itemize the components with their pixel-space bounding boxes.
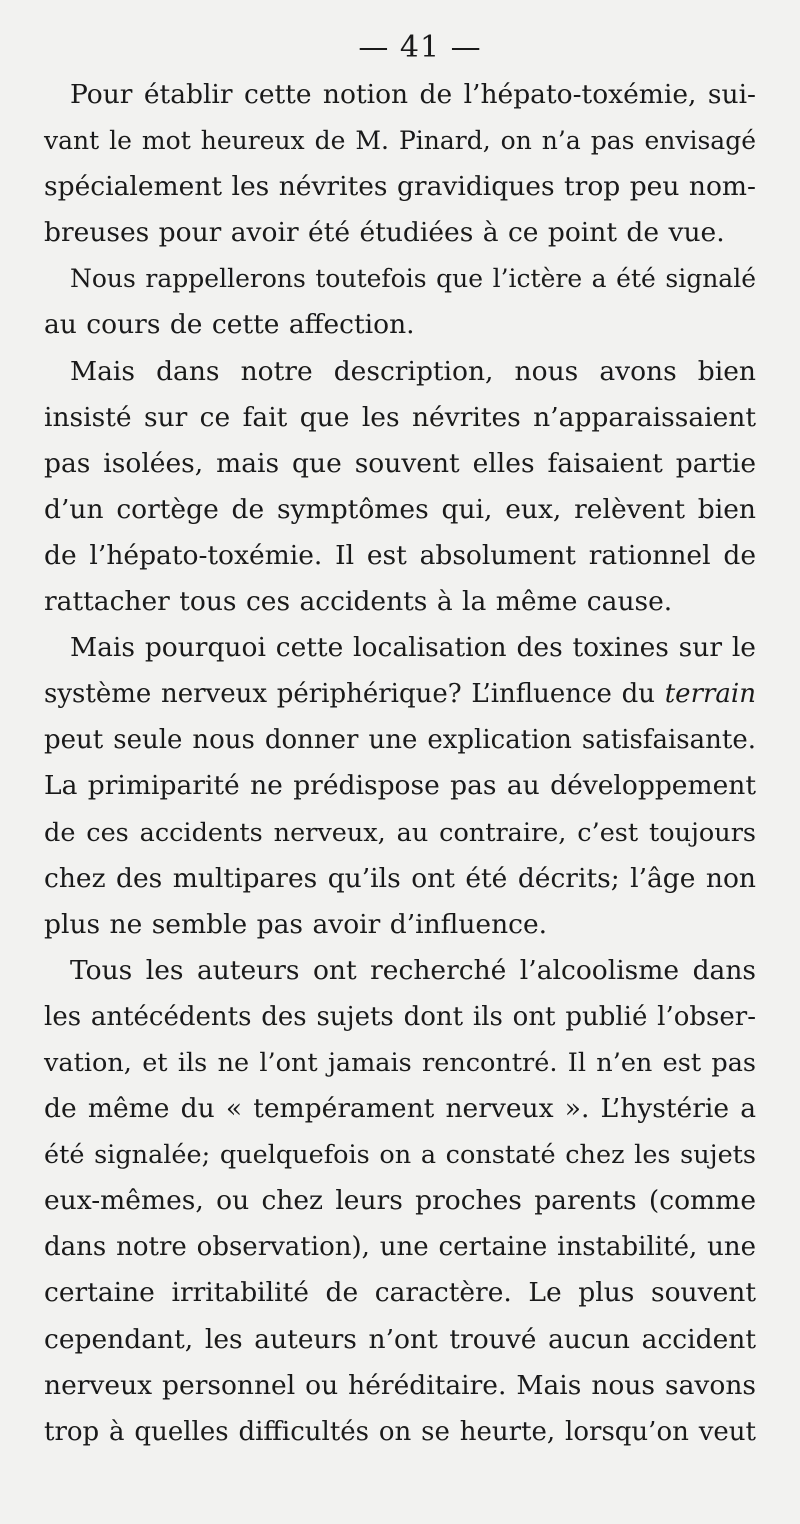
text-line: cependant, les auteurs n’ont trouvé aucun accident <box>44 1323 756 1355</box>
text-line: de ces accidents nerveux, au contraire, c’est toujours <box>44 817 756 848</box>
text-line: peut seule nous donner une explication satisfaisante. <box>44 725 756 756</box>
text-line: rattacher tous ces accidents à la même cause. <box>44 586 673 618</box>
text-line: La primiparité ne prédispose pas au développement <box>44 770 756 802</box>
text-line: Mais dans notre description, nous avons bien <box>70 355 756 387</box>
text-line: de même du « tempérament nerveux ». L’hystérie a <box>44 1093 756 1125</box>
paragraph <box>44 72 756 256</box>
text-line: nerveux personnel ou héréditaire. Mais nous savons <box>44 1369 756 1401</box>
text-line: les antécédents des sujets dont ils ont publié l’obser- <box>44 1001 756 1032</box>
paragraph <box>44 625 756 948</box>
paragraph <box>44 256 756 348</box>
text-line: Tous les auteurs ont recherché l’alcoolisme dans <box>70 954 756 986</box>
text-line: au cours de cette affection. <box>44 309 415 341</box>
text-segment: système nerveux périphérique? L’influence du <box>44 679 656 710</box>
italic-word: terrain <box>664 679 756 710</box>
paragraph <box>44 349 756 626</box>
text-line: breuses pour avoir été étudiées à ce point de vue. <box>44 217 725 249</box>
text-line: plus ne semble pas avoir d’influence. <box>44 908 548 940</box>
text-line: été signalée; quelquefois on a constaté chez les sujets <box>44 1140 756 1171</box>
paragraph <box>44 948 756 1455</box>
text-line: certaine irritabilité de caractère. Le plus souvent <box>44 1277 756 1309</box>
text-line: spécialement les névrites gravidiques trop peu nom- <box>44 171 756 203</box>
text-line-with-emphasis <box>44 671 756 717</box>
text-line: vant le mot heureux de M. Pinard, on n’a pas envisagé <box>44 126 756 156</box>
text-line: d’un cortège de symptômes qui, eux, relèvent bien <box>44 493 756 525</box>
text-line: Pour établir cette notion de l’hépato-toxémie, sui- <box>70 79 756 110</box>
text-line: vation, et ils ne l’ont jamais rencontré. Il n’en est pas <box>44 1047 756 1078</box>
text-line: Nous rappellerons toutefois que l’ictère a été signalé <box>70 264 756 294</box>
page-number: — 41 — <box>358 30 482 65</box>
text-line: trop à quelles difficultés on se heurte, lorsqu’on veut <box>44 1416 756 1447</box>
text-line: eux-mêmes, ou chez leurs proches parents (comme <box>44 1185 756 1217</box>
text-line: chez des multipares qu’ils ont été décrits; l’âge non <box>44 862 756 894</box>
text-line: Mais pourquoi cette localisation des toxines sur le <box>70 632 756 664</box>
text-line: dans notre observation), une certaine instabilité, une <box>44 1232 756 1263</box>
text-line: insisté sur ce fait que les névrites n’apparaissaient <box>44 401 756 433</box>
text-line: de l’hépato-toxémie. Il est absolument rationnel de <box>44 539 756 571</box>
text-line: pas isolées, mais que souvent elles faisaient partie <box>44 447 756 479</box>
